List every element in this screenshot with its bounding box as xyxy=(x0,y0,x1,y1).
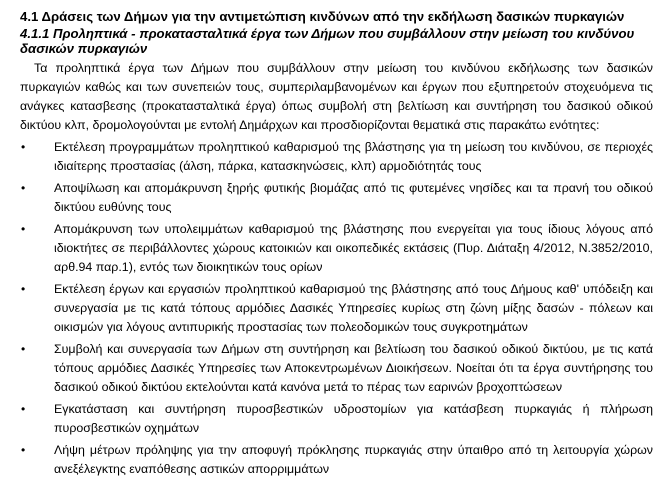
subsection-heading: 4.1.1 Προληπτικά - προκατασταλτικά έργα των Δήμων που συμβάλλουν στην μείωση του κινδύνου δασικών πυρκαγιών xyxy=(20,26,635,56)
list-item-text: Εκτέλεση έργων και εργασιών προληπτικού καθαρισμού της βλάστησης από τους Δήμους καθ' υπόδειξη και συνεργασία με τις κατά τόπους αρμόδιες Δασικές Υπηρεσίες κυρίως στη ζώνη μίξης δασών - πόλεων και οικισμών για λόγους αντιπυρικής προστασίας των πολεοδομικών τους συγκροτημάτων xyxy=(54,282,653,334)
list-item-text: Απομάκρυνση των υπολειμμάτων καθαρισμού της βλάστησης που ενεργείται για τους ίδιους λόγους από ιδιοκτήτες σε περιβάλλοντες χώρους κατοικιών και οικοπεδικές εκτάσεις (Πυρ. Διάταξη 4/2012, Ν.3852/2010, αρθ.94 παρ.1), εντός των διοικητικών τους ορίων xyxy=(54,222,653,274)
list-item xyxy=(20,138,653,176)
bullet-icon: • xyxy=(21,443,26,457)
list-item xyxy=(20,220,653,277)
list-item-text: Εκτέλεση προγραμμάτων προληπτικού καθαρισμού της βλάστησης για τη μείωση του κινδύνου, σε περιοχές ιδιαίτερης προστασίας (άλση, πάρκα, κατασκηνώσεις, κλπ) αρμοδιότητάς τους xyxy=(54,140,653,173)
bullet-icon: • xyxy=(21,282,26,296)
list-item xyxy=(20,400,653,438)
list-item xyxy=(20,340,653,397)
bullet-icon: • xyxy=(21,222,26,236)
list-item-text: Συμβολή και συνεργασία των Δήμων στη συντήρηση και βελτίωση του δασικού οδικού δικτύου, με τις κατά τόπους αρμόδιες Δασικές Υπηρεσίες των Αποκεντρωμένων Διοικήσεων. Νοείται ότι τα έργα συντήρησης του δασικού οδικού δικτύου εκτελούνται κατά κανόνα μετά το πέρας των εαρινών βροχοπτώσεων xyxy=(54,342,653,394)
list-item-text: Αποψίλωση και απομάκρυνση ξηρής φυτικής βιομάζας από τις φυτεμένες νησίδες και τα πρανή του οδικού δικτύου ευθύνης τους xyxy=(54,181,653,214)
bullet-icon: • xyxy=(21,181,26,195)
bullet-list xyxy=(20,138,653,479)
list-item-text: Εγκατάσταση και συντήρηση πυροσβεστικών υδροστομίων για κατάσβεση πυρκαγιάς ή πλήρωση πυροσβεστικών οχημάτων xyxy=(54,402,653,435)
intro-paragraph: Τα προληπτικά έργα των Δήμων που συμβάλλουν στην μείωση του κινδύνου εκδήλωσης των δασικών πυρκαγιών καθώς και των συνεπειών τους, συμπεριλαμβανομένων και έργων που εξυπηρετούν στοχευόμενα τις ανάγκες κατασβεσης (προκατασταλτικά έργα) όπως συμβολή στη βελτίωση και συντήρηση του δασικού οδικού δικτύου κλπ, δρομολογούνται με εντολή Δημάρχων και προσδιορίζονται θεματικά στις παρακάτω ενότητες: xyxy=(20,61,653,132)
list-item xyxy=(20,280,653,337)
list-item-text: Λήψη μέτρων πρόληψης για την αποφυγή πρόκλησης πυρκαγιάς στην ύπαιθρο από τη λειτουργία χώρων ανεξέλεγκτης εναπόθεσης αστικών απορριμμάτων xyxy=(54,443,653,476)
bullet-icon: • xyxy=(21,342,26,356)
bullet-icon: • xyxy=(21,402,26,416)
list-item xyxy=(20,441,653,479)
list-item xyxy=(20,179,653,217)
section-heading: 4.1 Δράσεις των Δήμων για την αντιμετώπιση κινδύνων από την εκδήλωση δασικών πυρκαγιών xyxy=(20,9,625,24)
bullet-icon: • xyxy=(21,140,26,154)
